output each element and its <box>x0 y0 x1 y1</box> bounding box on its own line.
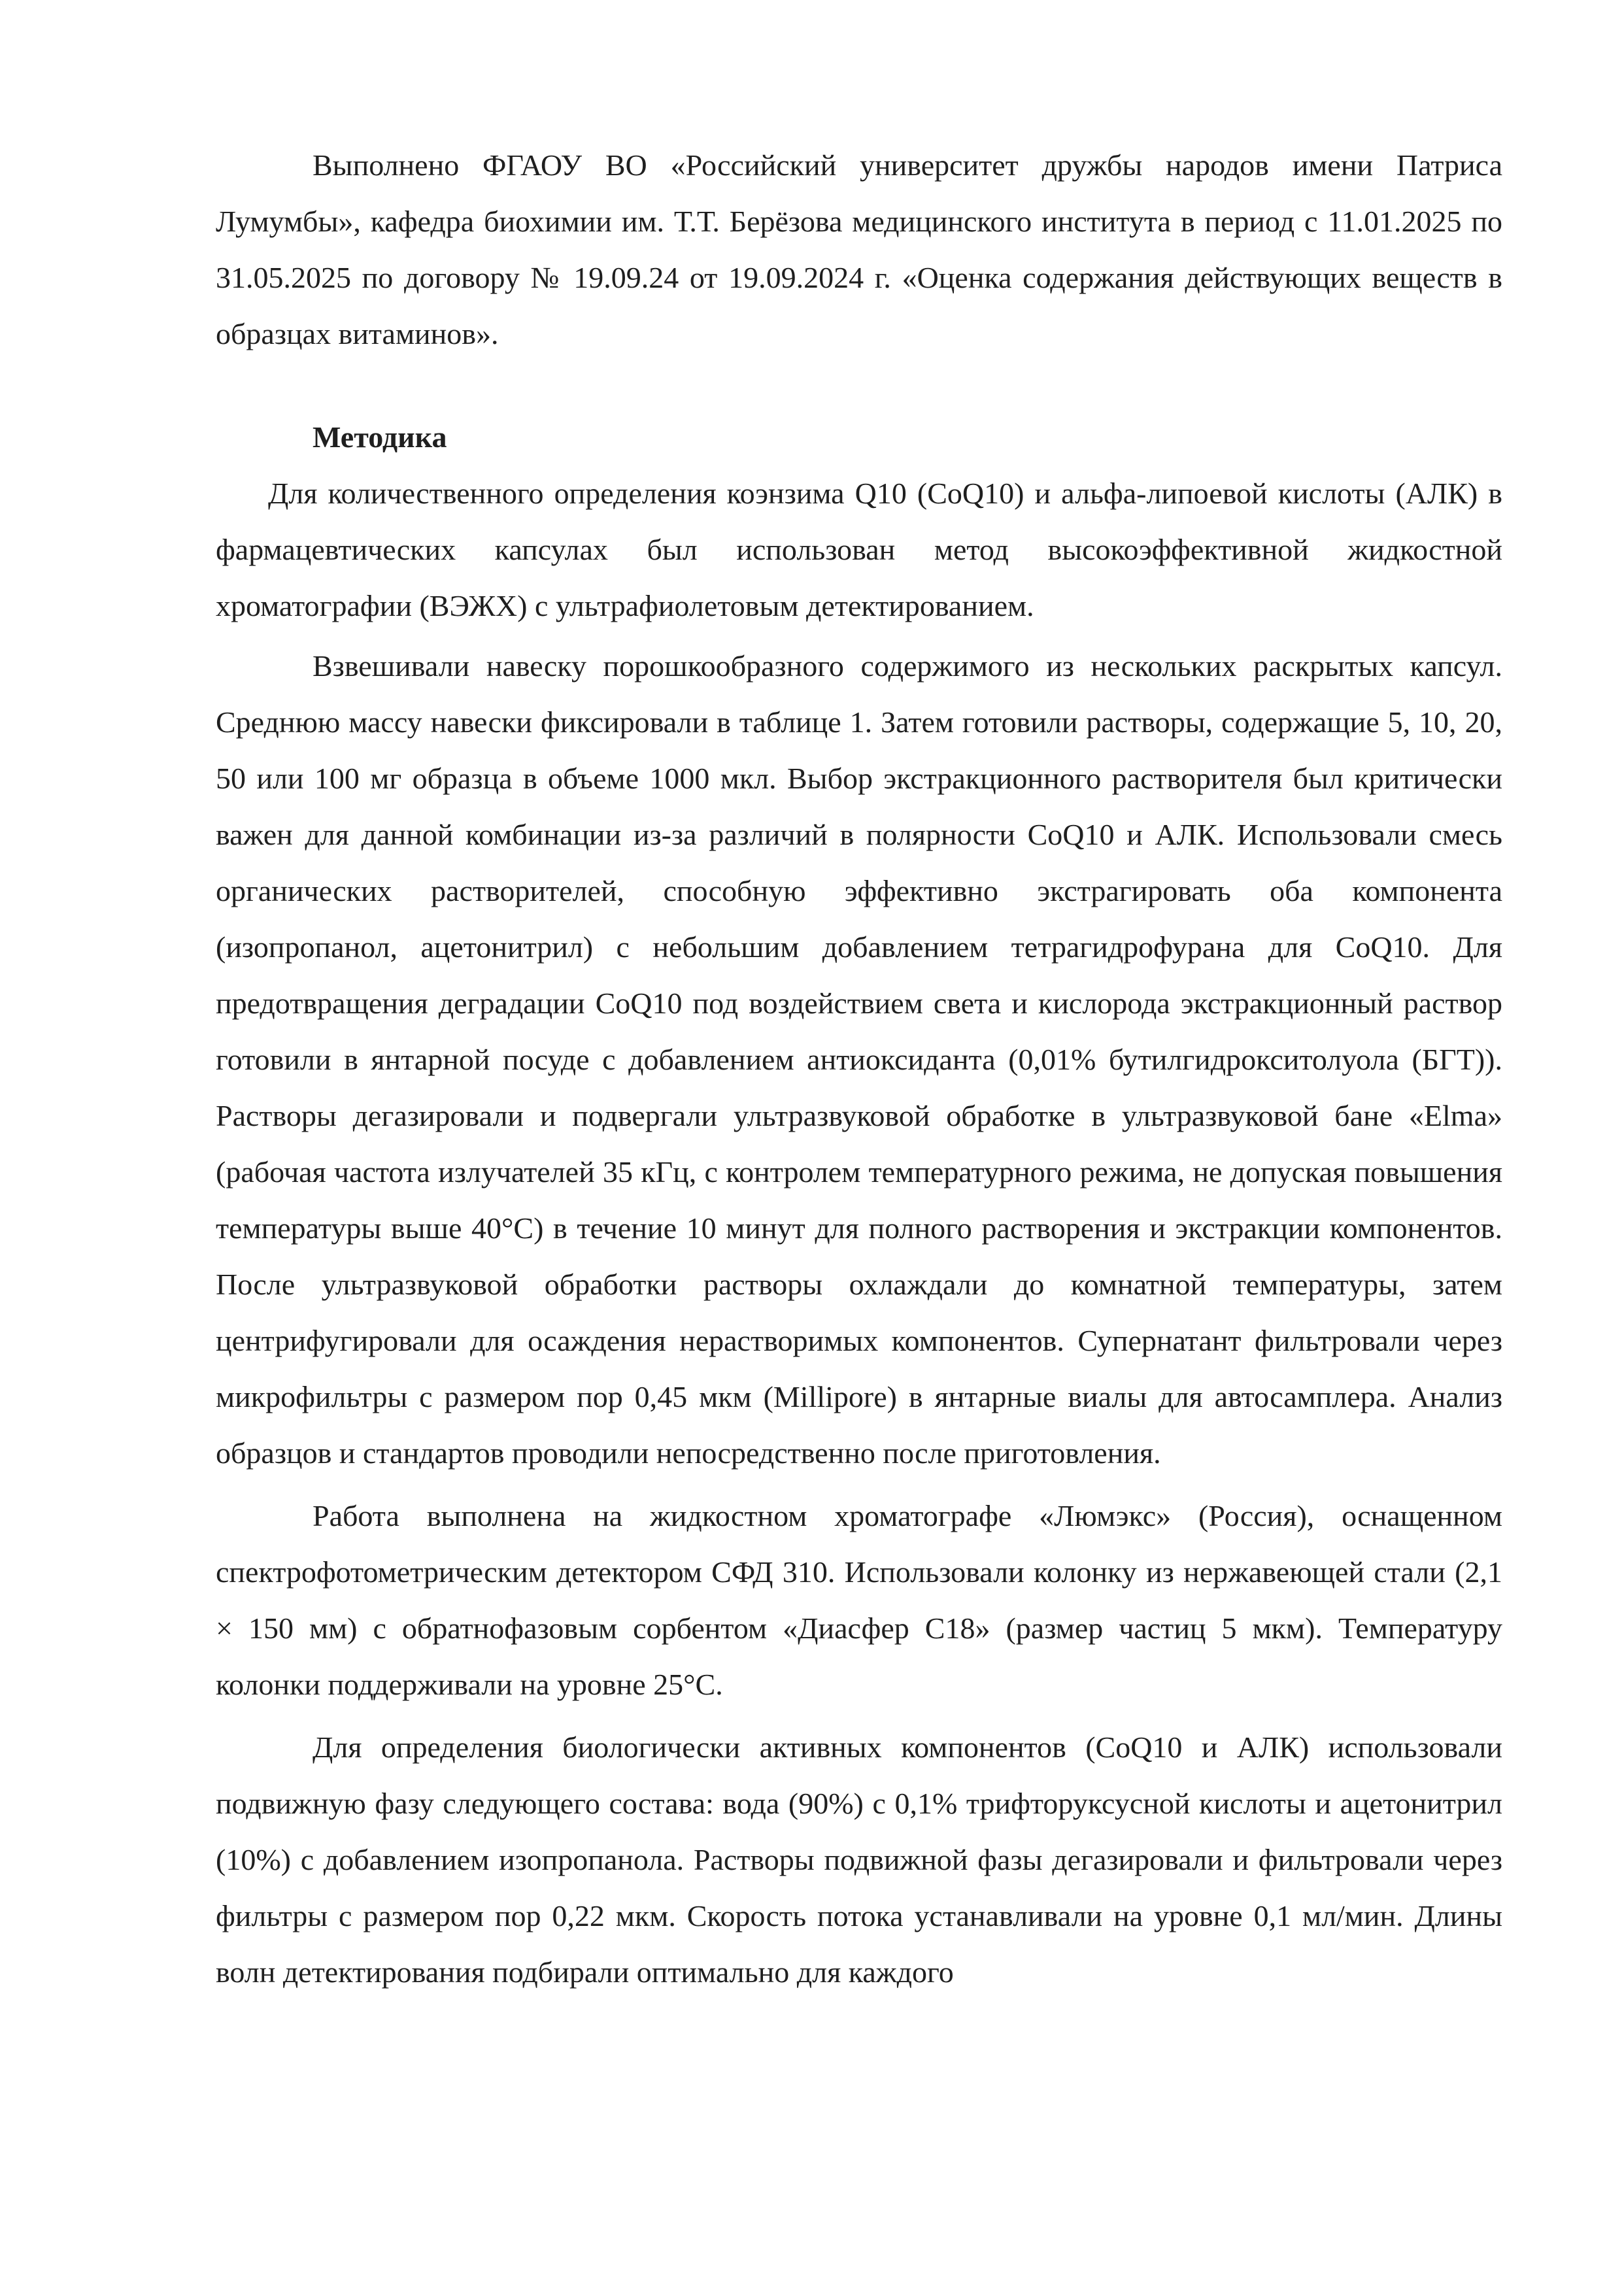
intro-paragraph: Выполнено ФГАОУ ВО «Российский университет дружбы народов имени Патриса Лумумбы», кафедра биохимии им. Т.Т. Берёзова медицинского института в период с 11.01.2025 по 31.05.2025 по договору № 19.09.24 от 19.09.2024 г. «Оценка содержания действующих веществ в образцах витаминов». <box>216 148 1502 350</box>
method-paragraph-3: Работа выполнена на жидкостном хроматографе «Люмэкс» (Россия), оснащенном спектрофотометрическим детектором СФД 310. Использовали колонку из нержавеющей стали (2,1 × 150 мм) с обратнофазовым сорбентом «Диасфер С18» (размер частиц 5 мкм). Температуру колонки поддерживали на уровне 25°С. <box>216 1499 1502 1701</box>
method-paragraph-2: Взвешивали навеску порошкообразного содержимого из нескольких раскрытых капсул. Среднюю массу навески фиксировали в таблице 1. Затем готовили растворы, содержащие 5, 10, 20, 50 или 100 мг образца в объеме 1000 мкл. Выбор экстракционного растворителя был критически важен для данной комбинации из-за различий в полярности CoQ10 и АЛК. Использовали смесь органических растворителей, способную эффективно экстрагировать оба компонента (изопропанол, ацетонитрил) с небольшим добавлением тетрагидрофурана для CoQ10. Для предотвращения деградации CoQ10 под воздействием света и кислорода экстракционный раствор готовили в янтарной посуде с добавлением антиоксиданта (0,01% бутилгидрокситолуола (БГТ)). Растворы дегазировали и подвергали ультразвуковой обработке в ультразвуковой бане «Elma» (рабочая частота излучателей 35 кГц, с контролем температурного режима, не допуская повышения температуры выше 40°С) в течение 10 минут для полного растворения и экстракции компонентов. После ультразвуковой обработки растворы охлаждали до комнатной температуры, затем центрифугировали для осаждения нерастворимых компонентов. Супернатант фильтровали через микрофильтры с размером пор 0,45 мкм (Millipore) в янтарные виалы для автосамплера. Анализ образцов и стандартов проводили непосредственно после приготовления. <box>216 649 1502 1470</box>
section-heading: Методика <box>313 420 447 454</box>
document-body <box>216 137 1502 2000</box>
method-paragraph-4: Для определения биологически активных компонентов (CoQ10 и АЛК) использовали подвижную фазу следующего состава: вода (90%) с 0,1% трифторуксусной кислоты и ацетонитрил (10%) с добавлением изопропанола. Растворы подвижной фазы дегазировали и фильтровали через фильтры с размером пор 0,22 мкм. Скорость потока устанавливали на уровне 0,1 мл/мин. Длины волн детектирования подбирали оптимально для каждого <box>216 1730 1502 1989</box>
method-paragraph-1: Для количественного определения коэнзима Q10 (CoQ10) и альфа-липоевой кислоты (АЛК) в фармацевтических капсулах был использован метод высокоэффективной жидкостной хроматографии (ВЭЖХ) с ультрафиолетовым детектированием. <box>216 477 1502 622</box>
